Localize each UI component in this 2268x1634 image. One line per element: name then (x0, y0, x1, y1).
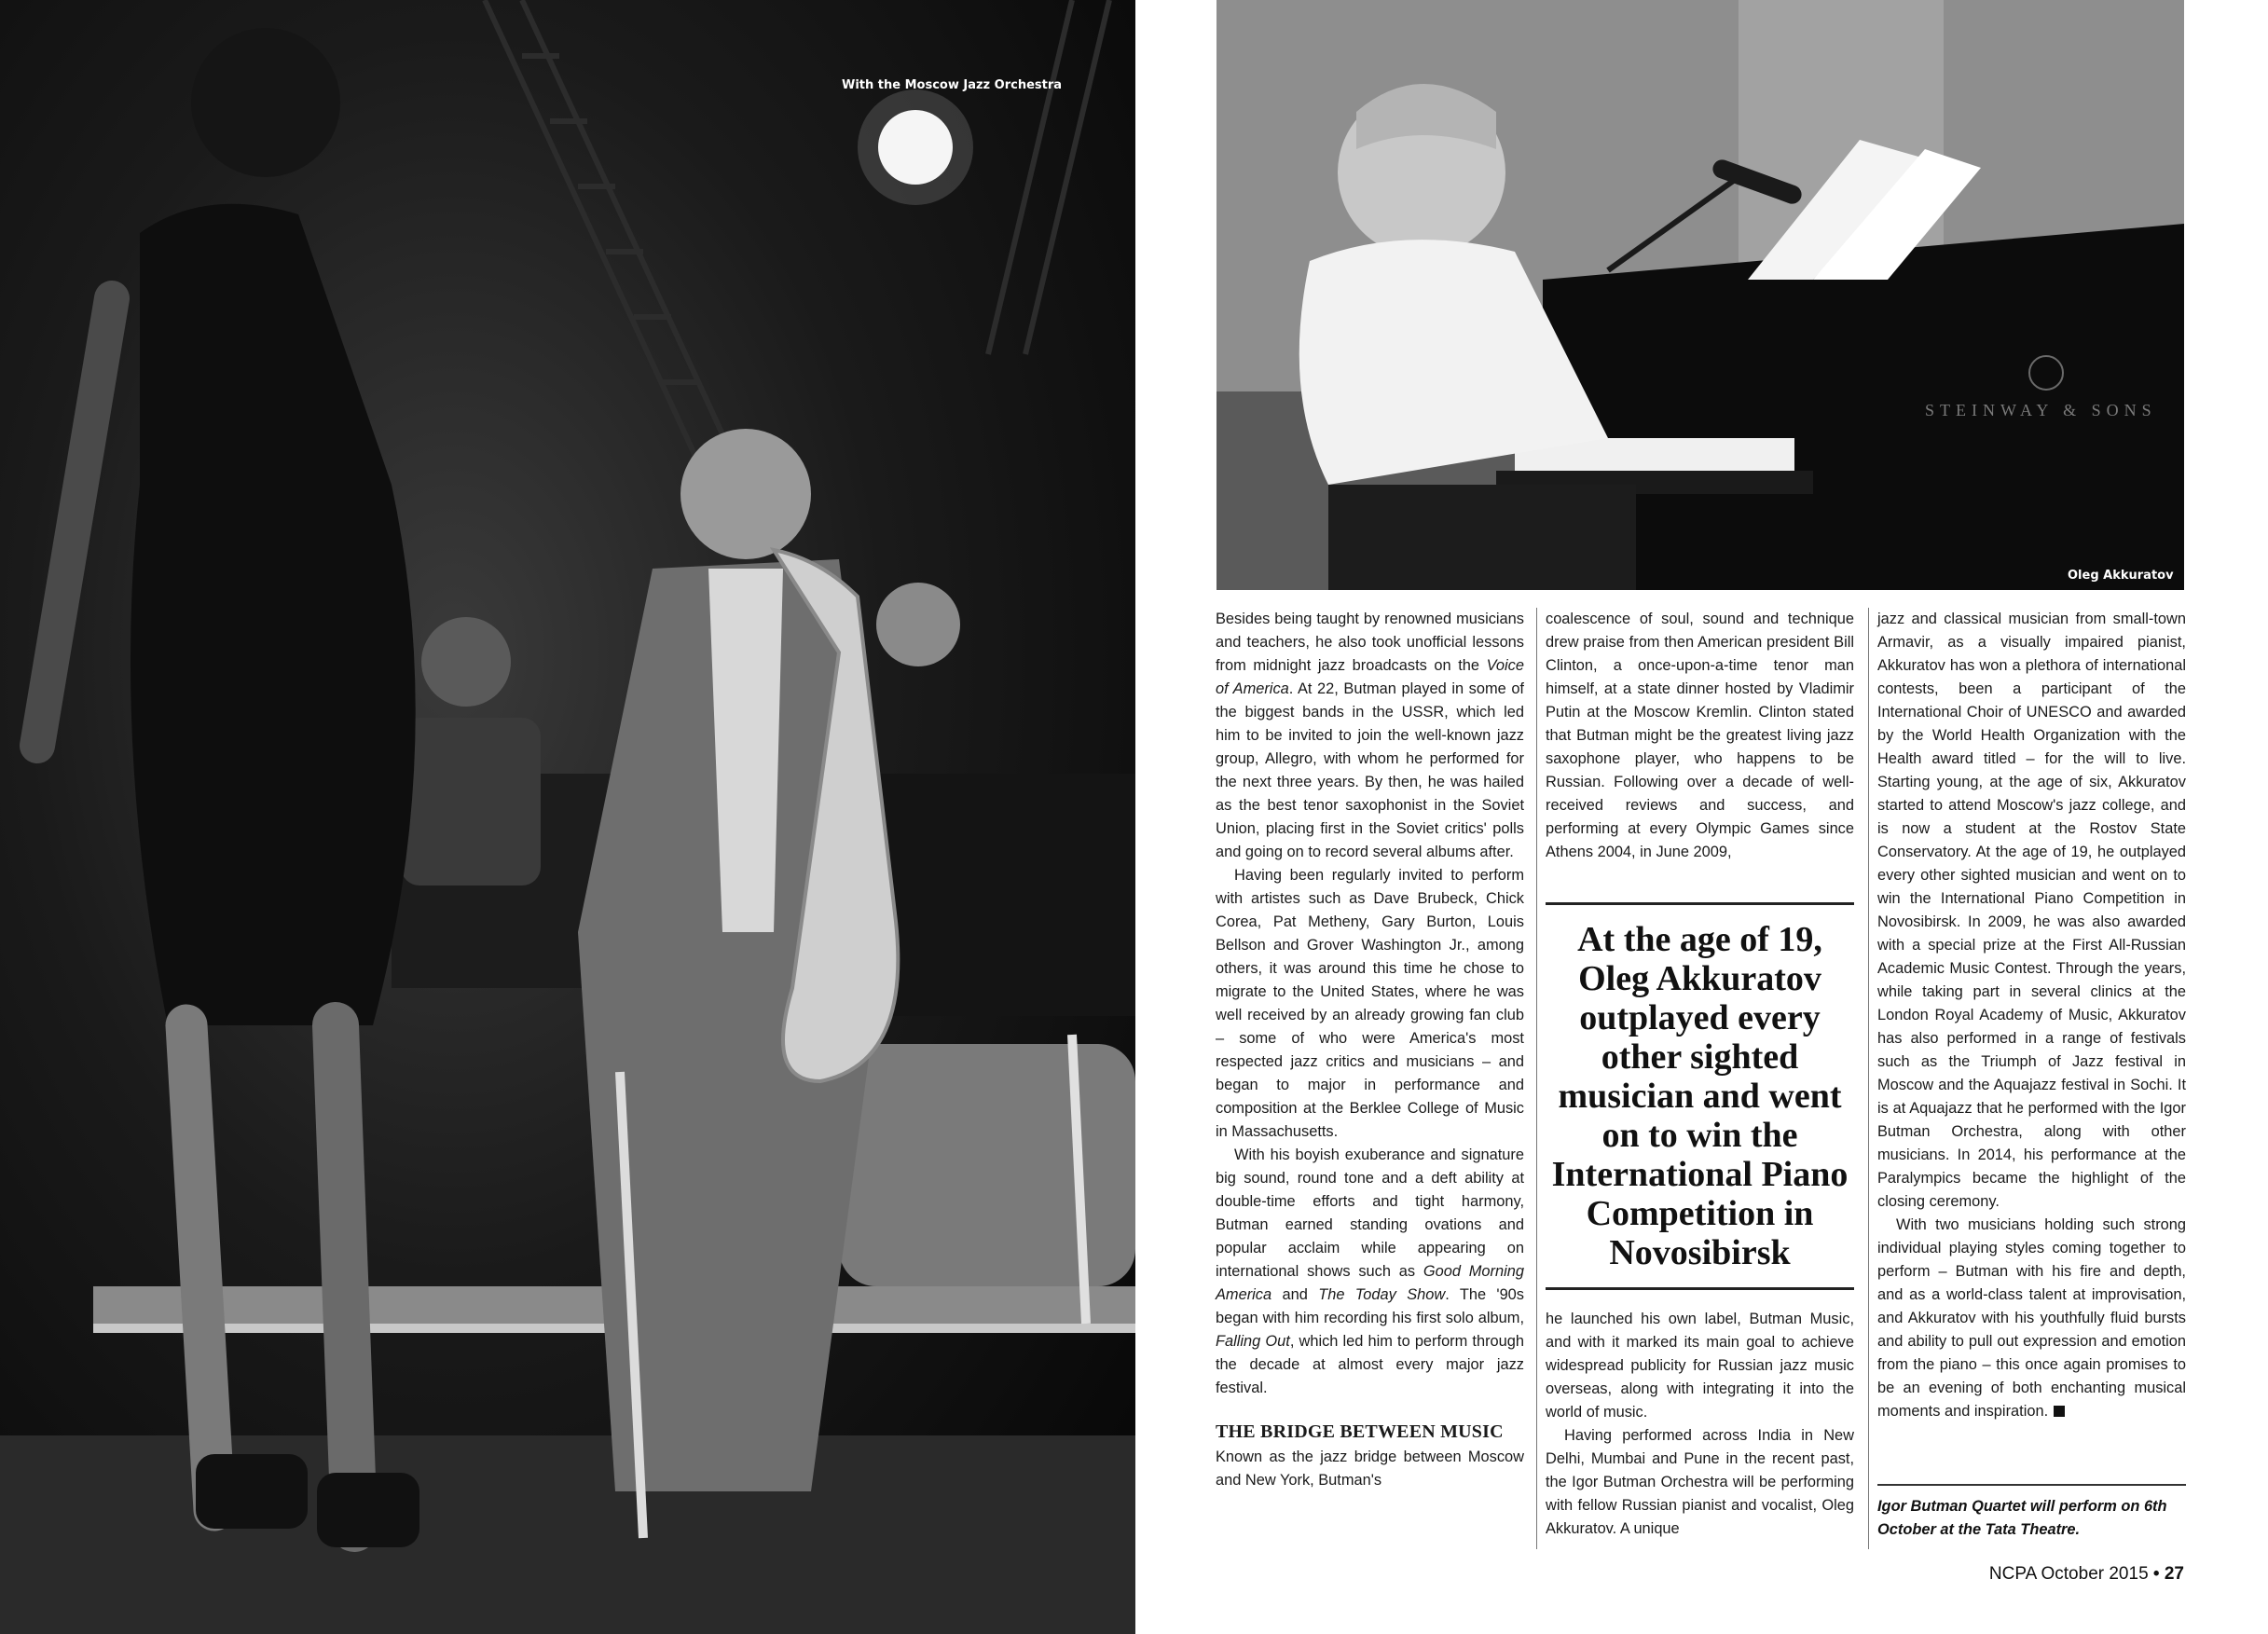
paragraph: Known as the jazz bridge between Moscow and New York, Butman's (1216, 1449, 1524, 1489)
paragraph-text: . The '90s began with him recording his first solo album, (1216, 1286, 1524, 1326)
pull-quote (1546, 902, 1854, 1290)
postscript-divider (1877, 1484, 2186, 1486)
paragraph (1216, 608, 1524, 864)
paragraph-text: , which led him to perform through the decade at almost every major jazz festival. (1216, 1333, 1524, 1396)
paragraph-text: With his boyish exuberance and signature big sound, round tone and a deft ability at double-time efforts and tight harmony, Butman earned standing ovations and popular acclaim while appearing on international shows such as (1216, 1147, 1524, 1280)
section-heading: THE BRIDGE BETWEEN MUSIC (1216, 1421, 1504, 1442)
paragraph-text: and (1271, 1286, 1319, 1303)
piano-brand: STEINWAY & SONS (1925, 401, 2157, 419)
event-note: Igor Butman Quartet will perform on 6th October at the Tata Theatre. (1877, 1498, 2167, 1538)
emphasis-text: Falling Out (1216, 1333, 1290, 1350)
article-column-2 (1546, 608, 1854, 864)
pianist-photo-illustration (1216, 0, 2184, 590)
paragraph-text: Besides being taught by renowned musicians and teachers, he also took unofficial lessons from midnight jazz broadcasts on the (1216, 611, 1524, 674)
paragraph: Having performed across India in New Delhi, Mumbai and Pune in the recent past, the Igor Butman Orchestra will be performing with fellow Russian pianist and vocalist, Oleg Akkuratov. A unique (1546, 1427, 1854, 1537)
emphasis-text: Good Morning America (1216, 1263, 1524, 1303)
page-footer (1989, 1564, 2184, 1585)
end-of-article-mark (2054, 1406, 2065, 1417)
page-number: 27 (2164, 1564, 2184, 1584)
emphasis-text: The Today Show (1318, 1286, 1446, 1303)
paragraph: he launched his own label, Butman Music, and with it marked its main goal to achieve widespread publicity for Russian jazz music overseas, along with integrating it into the world of music. (1546, 1311, 1854, 1421)
paragraph-text: . At 22, Butman played in some of the biggest bands in the USSR, which led him to be invited to join the well-known jazz group, Allegro, with whom he performed for the next three years. By then, he was hailed as the best tenor saxophonist in the Soviet Union, placing first in the Soviet critics' polls and going on to record several albums after. (1216, 680, 1524, 860)
pull-quote-text: At the age of 19, Oleg Akkuratov outplayed every other sighted musician and went on to win the International Piano Competition in Novosibirsk (1551, 920, 1849, 1272)
paragraph: coalescence of soul, sound and technique drew praise from then American president Bill Clinton, a once-upon-a-time tenor man himself, at a state dinner hosted by Vladimir Putin at the Moscow Kremlin. Clinton stated that Butman might be the greatest living jazz saxophone player, who happens to be Russian. Following over a decade of well-received reviews and success, and performing at every Olympic Games since Athens 2004, in June 2009, (1546, 611, 1854, 860)
paragraph: Having been regularly invited to perform with artistes such as Dave Brubeck, Chick Corea, Pat Metheny, Gary Burton, Louis Bellson and Grover Washington Jr., among others, it was around this time he chose to migrate to the United States, where he was well received by an already growing fan club – some of who were America's most respected jazz critics and musicians – and began to major in performance and composition at the Berklee College of Music in Massachusetts. (1216, 867, 1524, 1140)
paragraph (1877, 1214, 2186, 1423)
column-divider-2 (1868, 608, 1869, 1549)
article-column-1 (1216, 608, 1524, 1492)
article-column-3 (1877, 608, 2186, 1423)
paragraph: jazz and classical musician from small-town Armavir, as a visually impaired pianist, Akkuratov has won a plethora of international contests, been a participant of the International Choir of UNESCO and awarded by the World Health Organization with the Health award titled – for the will to live. Starting young, at the age of six, Akkuratov started to attend Moscow's jazz college, and is now a student at the Rostov State Conservatory. At the age of 19, he outplayed every other sighted musician and went on to win the International Piano Competition in Novosibirsk. In 2009, he was also awarded with a special prize at the First All-Russian Academic Music Contest. Through the years, while taking part in several clinics at the London Royal Academy of Music, Akkuratov has also performed in a range of festivals such as the Triumph of Jazz festival in Moscow and the Aquajazz festival in Sochi. It is at Aquajazz that he performed with the Igor Butman Orchestra, along with other musicians. In 2014, his performance at the Paralympics became the highlight of the closing ceremony. (1877, 611, 2186, 1210)
pianist-photo (1216, 0, 2184, 590)
right-photo-caption-text: Oleg Akkuratov (2068, 569, 2174, 583)
emphasis-text: Voice of America (1216, 657, 1524, 697)
paragraph (1216, 1144, 1524, 1400)
publication-date: NCPA October 2015 (1988, 1564, 2149, 1584)
footer-bullet: • (2152, 1564, 2160, 1584)
column-divider-1 (1536, 608, 1537, 1549)
left-photo-caption: With the Moscow Jazz Orchestra (842, 78, 1063, 92)
article-column-2-continued (1546, 1308, 1854, 1541)
paragraph-text: With two musicians holding such strong individual playing styles coming together to perform – Butman with his fire and depth, and as a world-class talent at improvisation, and Akkuratov with his youthfully fluid bursts and ability to pull out expression and emotion from the piano – this once again promises to be an evening of both enchanting musical moments and inspiration. (1877, 1216, 2186, 1420)
